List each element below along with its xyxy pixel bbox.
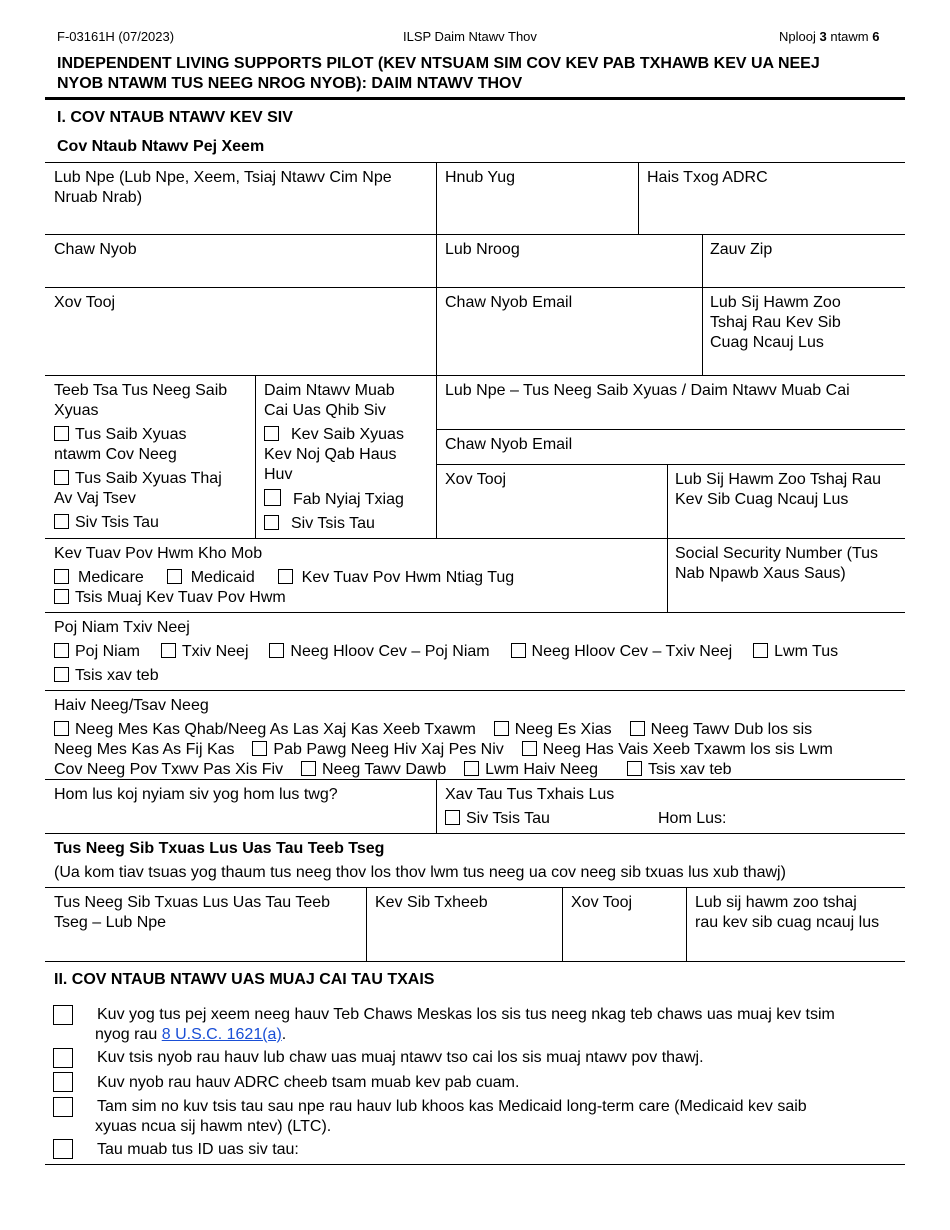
gender-option-female[interactable] xyxy=(54,643,140,660)
eligibility-item-ltc-line2: xyuas ncua sij hawm ntev) (LTC). xyxy=(95,1118,332,1135)
section1-subheading: Cov Ntaub Ntawv Pej Xeem xyxy=(57,138,265,155)
checkbox[interactable] xyxy=(494,721,509,736)
section1-heading: I. COV NTAUB NTAWV KEV SIV xyxy=(57,109,293,126)
guardian-time-line2: Kev Sib Cuag Ncauj Lus xyxy=(675,491,849,508)
name-label-line1: Lub Npe (Lub Npe, Xeem, Tsiaj Ntawv Cim Npe xyxy=(54,169,392,186)
eligibility-item-facility: Kuv tsis nyob rau hauv lub chaw uas muaj ntawv tso cai los sis muaj ntawv pov thawj. xyxy=(97,1049,704,1066)
race-option-asian-label: Neeg Es Xias xyxy=(514,721,612,738)
eligibility-item-citizen: Kuv yog tus pej xeem neeg hauv Teb Chaws Meskas los sis tus neeg nkag teb chaws uas muaj kev tsim nyog rau 8 U.S.C. 1621(a). xyxy=(95,1006,835,1043)
race-option-hispanic-label: Pab Pawg Neeg Hiv Xaj Pes Niv xyxy=(273,741,504,758)
poa-option-na-label: Siv Tsis Tau xyxy=(291,515,375,532)
race-option-black[interactable] xyxy=(630,721,813,738)
guardian-option-estate-line1: Tus Saib Xyuas Thaj xyxy=(75,470,222,487)
race-option-hispanic[interactable] xyxy=(252,741,503,758)
interpreter-language-field[interactable]: Hom Lus: xyxy=(658,810,727,827)
page-number xyxy=(779,29,880,44)
rule xyxy=(45,612,905,613)
insurance-option-private[interactable] xyxy=(278,569,515,586)
checkbox[interactable] xyxy=(522,741,537,756)
ssn-label-line2: Nab Npawb Xaus Saus) xyxy=(675,565,846,582)
checkbox[interactable] xyxy=(54,514,69,529)
form-title-line2: NYOB NTAWM TUS NEEG NROG NYOB): DAIM NTAWV THOV xyxy=(57,75,523,92)
col-divider xyxy=(436,779,437,833)
adrc-field[interactable]: Hais Txog ADRC xyxy=(647,169,768,186)
rule xyxy=(45,234,905,235)
name-label-line2: Nruab Nrab) xyxy=(54,189,143,206)
rule xyxy=(45,162,905,163)
race-option-pacific-label: Neeg Has Vais Xeeb Txawm los sis Lwm xyxy=(542,741,833,758)
rule xyxy=(45,538,905,539)
eligibility-item-id: Tau muab tus ID uas siv tau: xyxy=(97,1141,299,1158)
race-options-line1 xyxy=(54,720,812,740)
race-option-native[interactable] xyxy=(54,721,476,738)
auth-rep-note: (Ua kom tiav tsuas yog thaum tus neeg thov los thov lwm tus neeg ua cov neeg sib txuas lus xub thawj) xyxy=(54,864,786,881)
page-of-word: ntawm xyxy=(830,29,869,44)
gender-option-male-label: Txiv Neej xyxy=(181,643,249,660)
rep-time-line1: Lub sij hawm zoo tshaj xyxy=(695,894,857,911)
eligibility-item-ltc xyxy=(97,1097,807,1137)
eligibility-checkbox-adrc[interactable] xyxy=(53,1072,73,1092)
poa-option-finance-label: Fab Nyiaj Txiag xyxy=(293,491,404,508)
checkbox[interactable] xyxy=(301,761,316,776)
gender-option-male[interactable] xyxy=(161,643,249,660)
best-time-line2: Tshaj Rau Kev Sib xyxy=(710,314,841,331)
guardian-phone-field[interactable]: Xov Tooj xyxy=(445,471,507,488)
poa-label xyxy=(264,381,395,421)
best-time-field[interactable] xyxy=(710,293,841,353)
gender-option-female-label: Poj Niam xyxy=(75,643,140,660)
guardian-option-person-line1: Tus Saib Xyuas xyxy=(75,426,187,443)
race-option-decline[interactable] xyxy=(627,761,732,778)
col-divider xyxy=(667,538,668,612)
insurance-option-private-label: Kev Tuav Pov Hwm Ntiag Tug xyxy=(301,569,515,586)
gender-option-trans-female-label: Neeg Hloov Cev – Poj Niam xyxy=(290,643,490,660)
race-option-asian[interactable] xyxy=(494,721,612,738)
insurance-options xyxy=(54,568,514,588)
rule xyxy=(436,464,905,465)
form-title-line1: INDEPENDENT LIVING SUPPORTS PILOT (KEV NTSUAM SIM COV KEV PAB TXHAWB KEV UA NEEJ xyxy=(57,55,820,72)
race-option-pacific[interactable] xyxy=(522,741,833,758)
zip-field[interactable]: Zauv Zip xyxy=(710,241,773,258)
rule xyxy=(45,375,905,376)
guardian-option-person-line2: ntawm Cov Neeg xyxy=(54,446,177,463)
checkbox[interactable] xyxy=(511,643,526,658)
language-field[interactable]: Hom lus koj nyiam siv yog hom lus twg? xyxy=(54,786,338,803)
rep-name-line1: Tus Neeg Sib Txuas Lus Uas Tau Teeb xyxy=(54,894,331,911)
guardian-name-field[interactable]: Lub Npe – Tus Neeg Saib Xyuas / Daim Ntawv Muab Cai xyxy=(445,382,850,399)
dob-field[interactable]: Hnub Yug xyxy=(445,169,515,186)
checkbox[interactable] xyxy=(54,426,69,441)
guardian-time-line1: Lub Sij Hawm Zoo Tshaj Rau xyxy=(675,471,882,488)
poa-label-line1: Daim Ntawv Muab xyxy=(264,382,395,399)
poa-option-na[interactable] xyxy=(264,514,375,534)
checkbox[interactable] xyxy=(54,643,69,658)
guardian-option-estate-line2: Av Vaj Tsev xyxy=(54,490,136,507)
best-time-line1: Lub Sij Hawm Zoo xyxy=(710,294,841,311)
ssn-field[interactable] xyxy=(675,544,878,584)
checkbox[interactable] xyxy=(264,515,279,530)
gender-label: Poj Niam Txiv Neej xyxy=(54,619,190,636)
guardian-type-line2: Xyuas xyxy=(54,402,99,419)
rule xyxy=(436,429,905,430)
eligibility-checkbox-ltc[interactable] xyxy=(53,1097,73,1117)
eligibility-checkbox-id[interactable] xyxy=(53,1139,73,1159)
guardian-option-estate[interactable] xyxy=(54,469,222,509)
rep-relation-field[interactable]: Kev Sib Txheeb xyxy=(375,894,488,911)
col-divider xyxy=(638,162,639,234)
rule xyxy=(45,287,905,288)
gender-option-decline[interactable] xyxy=(54,666,159,686)
insurance-option-none[interactable] xyxy=(54,588,286,608)
col-divider xyxy=(436,162,437,538)
insurance-label: Kev Tuav Pov Hwm Kho Mob xyxy=(54,545,263,562)
checkbox[interactable] xyxy=(464,761,479,776)
insurance-option-medicaid[interactable] xyxy=(167,569,255,586)
checkbox[interactable] xyxy=(627,761,642,776)
rep-name-field[interactable] xyxy=(54,893,330,933)
interpreter-label: Xav Tau Tus Txhais Lus xyxy=(445,786,615,803)
guardian-email-field[interactable]: Chaw Nyob Email xyxy=(445,436,573,453)
gender-option-decline-label: Tsis xav teb xyxy=(75,667,159,684)
usc-link[interactable]: 8 U.S.C. 1621(a) xyxy=(161,1026,282,1043)
guardian-type-line1: Teeb Tsa Tus Neeg Saib xyxy=(54,382,228,399)
eligibility-item-citizen-line2: nyog rau xyxy=(95,1026,158,1043)
checkbox[interactable] xyxy=(252,741,267,756)
rule xyxy=(45,887,905,888)
section2-heading: II. COV NTAUB NTAWV UAS MUAJ CAI TAU TXAIS xyxy=(54,971,435,988)
rep-phone-field[interactable]: Xov Tooj xyxy=(571,894,633,911)
gender-option-other-label: Lwm Tus xyxy=(774,643,839,660)
page-word: Nplooj xyxy=(779,29,816,44)
auth-rep-heading: Tus Neeg Sib Txuas Lus Uas Tau Teeb Tseg xyxy=(54,840,385,857)
guardian-type-label xyxy=(54,381,227,421)
insurance-option-medicare-label: Medicare xyxy=(78,569,144,586)
gender-option-other[interactable] xyxy=(753,643,838,660)
title-divider xyxy=(45,97,905,100)
col-divider xyxy=(702,234,703,375)
race-option-black-label-cont: Neeg Mes Kas As Fij Kas xyxy=(54,741,235,758)
phone-field[interactable]: Xov Tooj xyxy=(54,294,116,311)
poa-option-health-line2: Kev Noj Qab Haus xyxy=(264,446,397,463)
race-option-other-label: Lwm Haiv Neeg xyxy=(485,761,599,778)
col-divider xyxy=(366,887,367,961)
gender-option-trans-female[interactable] xyxy=(269,643,489,660)
rep-time-field[interactable] xyxy=(695,893,879,933)
eligibility-item-citizen-line1: Kuv yog tus pej xeem neeg hauv Teb Chaws Meskas los sis tus neeg nkag teb chaws uas muaj kev tsim xyxy=(97,1006,835,1023)
eligibility-item-adrc: Kuv nyob rau hauv ADRC cheeb tsam muab kev pab cuam. xyxy=(97,1074,520,1091)
eligibility-checkbox-citizen[interactable] xyxy=(53,1005,73,1025)
insurance-option-none-label: Tsis Muaj Kev Tuav Pov Hwm xyxy=(75,589,286,606)
checkbox[interactable] xyxy=(167,569,182,584)
col-divider xyxy=(562,887,563,961)
page-total: 6 xyxy=(872,29,880,44)
race-option-decline-label: Tsis xav teb xyxy=(647,761,732,778)
checkbox[interactable] xyxy=(54,569,69,584)
checkbox[interactable] xyxy=(264,489,281,506)
checkbox[interactable] xyxy=(54,667,69,682)
poa-label-line2: Cai Uas Qhib Siv xyxy=(264,402,386,419)
best-time-line3: Cuag Ncauj Lus xyxy=(710,334,824,351)
checkbox[interactable] xyxy=(278,569,293,584)
name-field[interactable] xyxy=(54,168,392,208)
guardian-option-na[interactable] xyxy=(54,513,159,533)
insurance-option-medicare[interactable] xyxy=(54,569,144,586)
checkbox[interactable] xyxy=(54,470,69,485)
checkbox[interactable] xyxy=(161,643,176,658)
rep-name-line2: Tseg – Lub Npe xyxy=(54,914,167,931)
race-options-line3 xyxy=(54,760,732,780)
col-divider xyxy=(686,887,687,961)
rule xyxy=(45,833,905,834)
race-option-white[interactable] xyxy=(301,761,446,778)
ssn-label-line1: Social Security Number (Tus xyxy=(675,545,879,562)
race-label: Haiv Neeg/Tsav Neeg xyxy=(54,697,209,714)
form-id: F-03161H (07/2023) xyxy=(57,29,175,44)
interpreter-option-na-label: Siv Tsis Tau xyxy=(466,810,550,827)
checkbox[interactable] xyxy=(264,426,279,441)
page-current: 3 xyxy=(819,29,827,44)
insurance-option-medicaid-label: Medicaid xyxy=(190,569,255,586)
email-field[interactable]: Chaw Nyob Email xyxy=(445,294,573,311)
checkbox[interactable] xyxy=(54,721,69,736)
guardian-option-person[interactable] xyxy=(54,425,186,465)
poa-option-health[interactable] xyxy=(264,425,404,485)
guardian-time-field[interactable] xyxy=(675,470,881,510)
city-field[interactable]: Lub Nroog xyxy=(445,241,520,258)
form-title xyxy=(57,54,917,94)
race-option-other[interactable] xyxy=(464,761,598,778)
race-options-line2 xyxy=(54,740,833,760)
checkbox[interactable] xyxy=(630,721,645,736)
eligibility-item-ltc-line1: Tam sim no kuv tsis tau sau npe rau hauv lub khoos kas Medicaid long-term care (Medicaid kev saib xyxy=(97,1098,807,1115)
race-option-black-label: Neeg Tawv Dub los sis xyxy=(650,721,813,738)
checkbox[interactable] xyxy=(445,810,460,825)
poa-option-finance[interactable] xyxy=(264,489,404,510)
rule xyxy=(45,690,905,691)
eligibility-checkbox-facility[interactable] xyxy=(53,1048,73,1068)
gender-option-trans-male[interactable] xyxy=(511,643,733,660)
header-title: ILSP Daim Ntawv Thov xyxy=(403,29,537,44)
checkbox[interactable] xyxy=(753,643,768,658)
interpreter-option-na[interactable] xyxy=(445,809,550,829)
race-option-white-label: Neeg Tawv Dawb xyxy=(322,761,447,778)
gender-options xyxy=(54,642,838,662)
checkbox[interactable] xyxy=(54,589,69,604)
rep-time-line2: rau kev sib cuag ncauj lus xyxy=(695,914,880,931)
race-option-pacific-label-cont: Cov Neeg Pov Txwv Pas Xis Fiv xyxy=(54,761,284,778)
poa-option-health-line1: Kev Saib Xyuas xyxy=(291,426,404,443)
poa-option-health-line3: Huv xyxy=(264,466,293,483)
race-option-native-label: Neeg Mes Kas Qhab/Neeg As Las Xaj Kas Xeeb Txawm xyxy=(75,721,476,738)
col-divider xyxy=(255,375,256,538)
rule xyxy=(45,1164,905,1165)
gender-option-trans-male-label: Neeg Hloov Cev – Txiv Neej xyxy=(531,643,733,660)
checkbox[interactable] xyxy=(269,643,284,658)
guardian-option-na-label: Siv Tsis Tau xyxy=(75,514,159,531)
col-divider xyxy=(667,464,668,538)
rule xyxy=(45,961,905,962)
address-field[interactable]: Chaw Nyob xyxy=(54,241,137,258)
